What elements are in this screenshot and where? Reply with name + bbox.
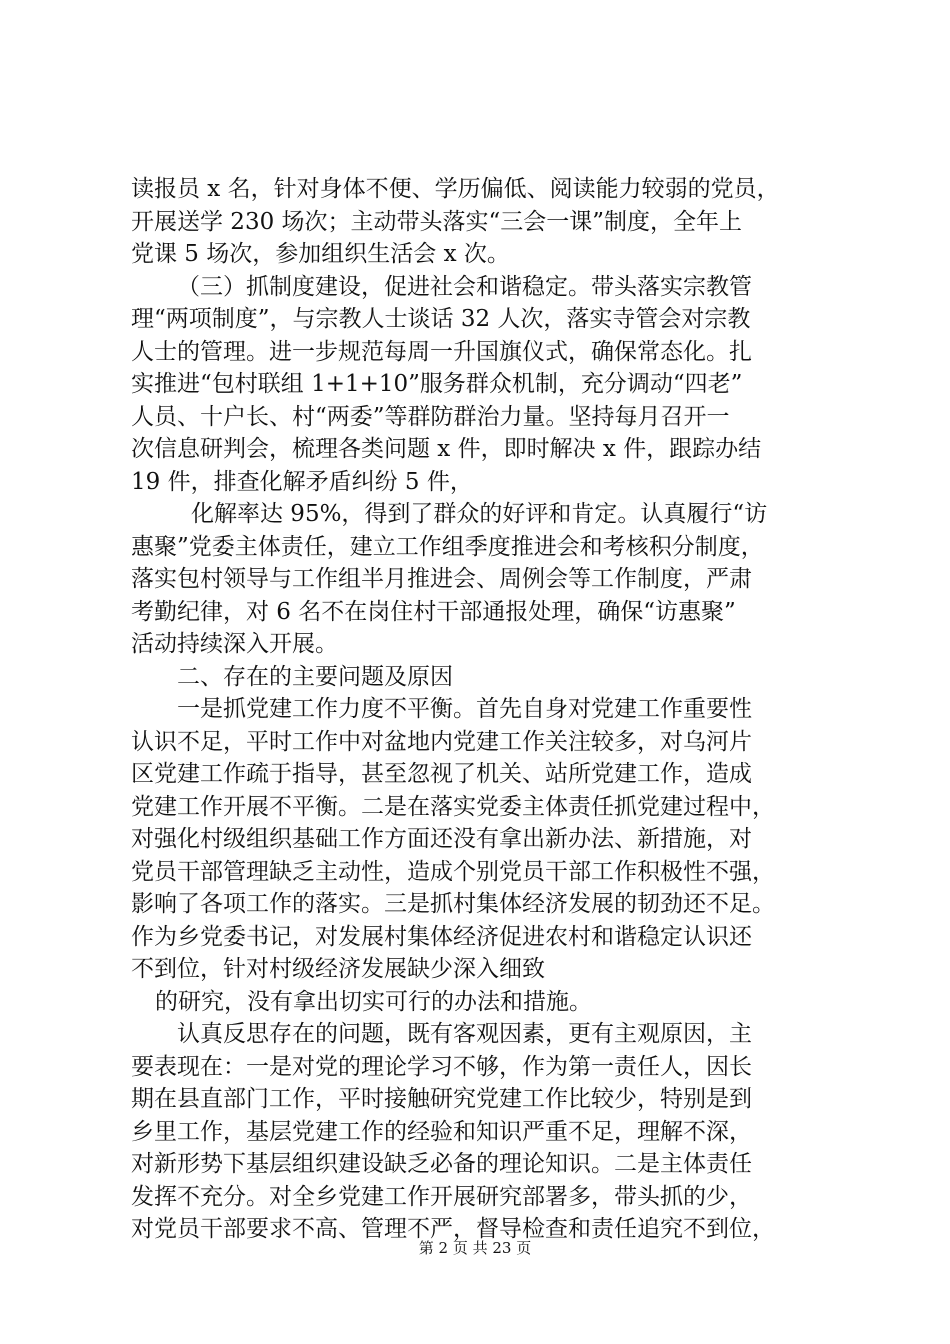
text-line: 党课 5 场次，参加组织生活会 x 次。 [131,241,510,267]
paragraph [131,1018,826,1246]
text-line: 一是抓党建工作力度不平衡。首先自身对党建工作重要性 [177,696,752,722]
text-line: 人士的管理。进一步规范每周一升国旗仪式，确保常态化。扎 [131,338,752,365]
text-line: 次信息研判会，梳理各类问题 x 件，即时解决 x 件，跟踪办结 [131,436,762,462]
text-line: 落实包村领导与工作组半月推进会、周例会等工作制度，严肃 [131,566,752,592]
paragraph [131,986,826,1019]
text-line: 期在县直部门工作，平时接触研究党建工作比较少，特别是到 [131,1086,752,1112]
page-footer: 第 2 页 共 23 页 [418,1239,532,1257]
text-line: 对强化村级组织基础工作方面还没有拿出新办法、新措施，对 [131,826,752,852]
document-body [131,173,826,1246]
text-line: 对党员干部要求不高、管理不严，督导检查和责任追究不到位， [131,1216,775,1242]
text-line: 理“两项制度”，与宗教人士谈话 32 人次，落实寺管会对宗教 [131,306,751,332]
text-line: 乡里工作，基层党建工作的经验和知识严重不足，理解不深， [131,1118,752,1145]
text-line: 开展送学 230 场次；主动带头落实“三会一课”制度，全年上 [131,208,743,235]
text-line: 实推进“包村联组 1+1+10”服务群众机制，充分调动“四老” [131,371,743,397]
text-line: 不到位，针对村级经济发展缺少深入细致 [131,956,545,982]
text-line: 考勤纪律，对 6 名不在岗住村干部通报处理，确保“访惠聚” [131,598,736,625]
text-line: （三）抓制度建设，促进社会和谐稳定。带头落实宗教管 [177,273,752,300]
text-line: 读报员 x 名，针对身体不便、学历偏低、阅读能力较弱的党员， [131,176,780,202]
text-line: 活动持续深入开展。 [131,631,338,657]
text-line: 发挥不充分。对全乡党建工作开展研究部署多，带头抓的少， [131,1183,752,1210]
text-line: 要表现在：一是对党的理论学习不够，作为第一责任人，因长 [131,1053,752,1080]
text-line: 19 件，排查化解矛盾纠纷 5 件， [131,468,473,495]
text-line: 区党建工作疏于指导，甚至忽视了机关、站所党建工作，造成 [131,761,752,787]
paragraph [131,271,826,499]
text-line: 认真反思存在的问题，既有客观因素，更有主观原因，主 [177,1021,752,1047]
text-line: 的研究，没有拿出切实可行的办法和措施。 [155,988,592,1015]
paragraph [131,693,826,986]
text-line: 党员干部管理缺乏主动性，造成个别党员干部工作积极性不强， [131,858,775,885]
text-line: 人员、十户长、村“两委”等群防群治力量。坚持每月召开一 [131,403,730,430]
text-line: 认识不足，平时工作中对盆地内党建工作关注较多，对乌河片 [131,728,752,755]
paragraph [131,498,826,661]
text-line: 化解率达 95%，得到了群众的好评和肯定。认真履行“访 [191,501,768,527]
paragraph [131,661,826,694]
text-line: 作为乡党委书记，对发展村集体经济促进农村和谐稳定认识还 [131,923,752,950]
text-line: 惠聚”党委主体责任，建立工作组季度推进会和考核积分制度， [131,533,764,560]
paragraph [131,173,826,271]
text-line: 影响了各项工作的落实。三是抓村集体经济发展的韧劲还不足。 [131,891,775,917]
text-line: 二、存在的主要问题及原因 [177,663,453,690]
text-line: 对新形势下基层组织建设缺乏必备的理论知识。二是主体责任 [131,1151,752,1177]
text-line: 党建工作开展不平衡。二是在落实党委主体责任抓党建过程中， [131,793,775,820]
